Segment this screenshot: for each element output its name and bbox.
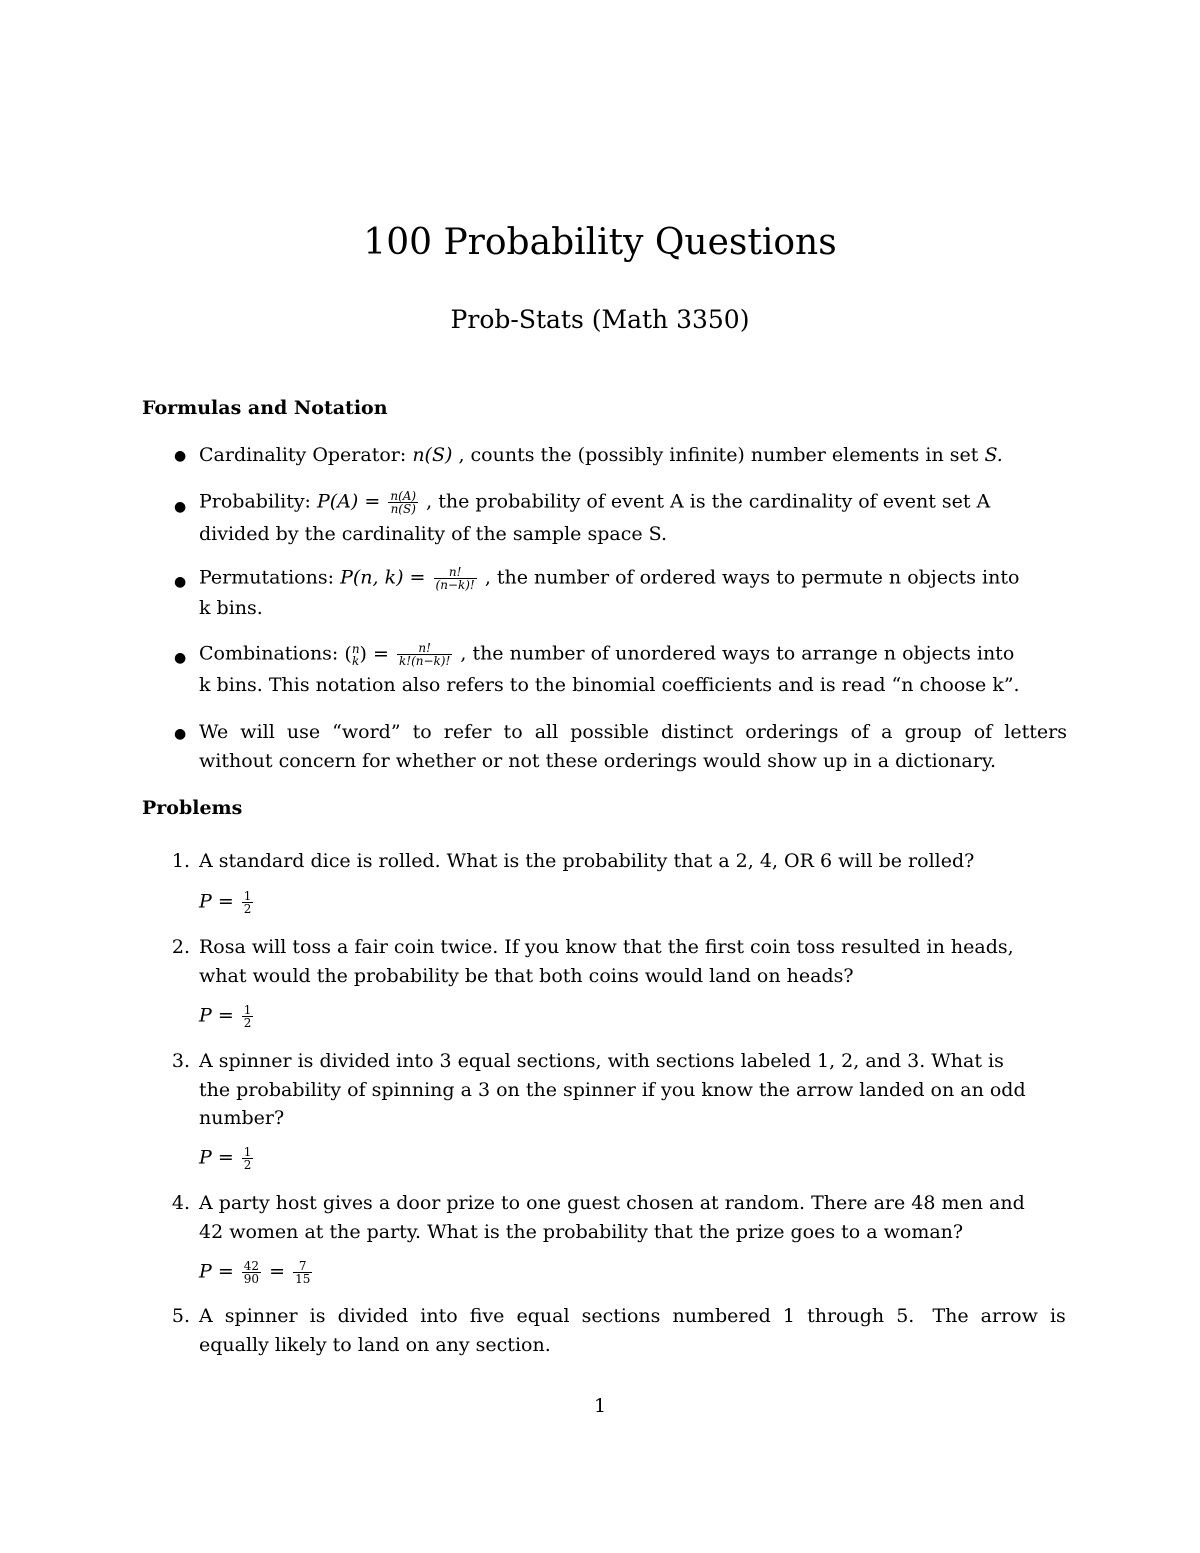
cardinality-label: Cardinality Operator: — [199, 444, 407, 466]
combinations-line — [199, 642, 1014, 667]
permutations-text: , the number of ordered ways to permute n objects into — [484, 566, 1020, 589]
answer-fraction — [242, 1260, 261, 1285]
problem-text-line: A spinner is divided into five equal sections numbered 1 through 5. The arrow is — [199, 1305, 1066, 1327]
fraction-denominator: 2 — [243, 1158, 252, 1172]
fraction-numerator: n! — [434, 566, 477, 579]
problem-text-line: the probability of spinning a 3 on the spinner if you know the arrow landed on an odd — [199, 1079, 1026, 1101]
document-title: 100 Probability Questions — [363, 222, 837, 263]
fraction-denominator: 2 — [243, 1016, 252, 1030]
problem-answer — [199, 1260, 314, 1285]
fraction-numerator: 1 — [243, 1003, 252, 1017]
cardinality-text: , counts the (possibly infinite) number elements in set — [458, 444, 979, 466]
problem-number: 4. — [171, 1192, 190, 1214]
problem-text-line: A party host gives a door prize to one guest chosen at random. There are 48 men and — [199, 1192, 1025, 1214]
fraction-denominator: 90 — [243, 1272, 260, 1286]
word-note-line-2: without concern for whether or not these orderings would show up in a dictionary. — [199, 750, 997, 772]
problems-heading: Problems — [142, 797, 243, 819]
problem-number: 5. — [171, 1305, 190, 1327]
answer-fraction — [293, 1260, 312, 1285]
fraction-numerator: n(A) — [390, 489, 417, 503]
word-note-line-1: We will use “word” to refer to all possible distinct orderings of a group of letters — [199, 721, 1067, 743]
problem-number: 3. — [171, 1050, 190, 1072]
answer-lhs: P = — [199, 1260, 234, 1283]
probability-fraction — [388, 490, 418, 515]
bullet-icon: ● — [174, 574, 187, 590]
bullet-icon: ● — [174, 448, 187, 464]
permutations-line — [199, 566, 1019, 591]
problem-text-line: what would the probability be that both coins would land on heads? — [199, 965, 854, 987]
problem-number: 2. — [171, 936, 190, 958]
answer-fraction — [242, 1146, 254, 1171]
combinations-label: Combinations: — [199, 642, 339, 665]
answer-lhs: P = — [199, 1146, 234, 1169]
problem-text-line: equally likely to land on any section. — [199, 1334, 551, 1356]
page-number: 1 — [593, 1395, 607, 1417]
problem-text-line: A standard dice is rolled. What is the probability that a 2, 4, OR 6 will be rolled? — [199, 850, 975, 872]
equals-sign: = — [263, 1260, 292, 1283]
problem-text-line: Rosa will toss a fair coin twice. If you know that the first coin toss resulted in heads, — [199, 936, 1014, 958]
problem-text-line: 42 women at the party. What is the probability that the prize goes to a woman? — [199, 1221, 964, 1243]
bullet-icon: ● — [174, 650, 187, 666]
answer-lhs: P = — [199, 1004, 234, 1027]
problem-answer — [199, 1146, 255, 1171]
cardinality-line — [199, 444, 1003, 466]
probability-label: Probability: — [199, 490, 311, 513]
probability-text: , the probability of event A is the cardinality of event set A — [426, 490, 991, 513]
answer-fraction — [242, 890, 254, 915]
fraction-numerator: n! — [397, 642, 452, 655]
cardinality-tail: S. — [984, 444, 1003, 466]
permutations-fraction — [434, 566, 477, 591]
probability-line-2: divided by the cardinality of the sample space S. — [199, 523, 667, 545]
problem-text-line: number? — [199, 1107, 285, 1129]
probability-lhs: P(A) = — [317, 490, 381, 513]
cardinality-expr: n(S) — [412, 444, 453, 466]
binomial-symbol: (n k) = — [344, 641, 389, 668]
fraction-numerator: 1 — [243, 1145, 252, 1159]
permutations-label: Permutations: — [199, 566, 335, 589]
permutations-lhs: P(n, k) = — [340, 566, 426, 589]
binomial-top: n — [351, 641, 360, 656]
fraction-numerator: 42 — [243, 1259, 260, 1273]
answer-fraction — [242, 1004, 254, 1029]
bullet-icon: ● — [174, 499, 187, 515]
combinations-fraction — [397, 642, 452, 667]
formulas-heading: Formulas and Notation — [142, 397, 388, 419]
fraction-denominator: 15 — [295, 1272, 311, 1286]
document-subtitle: Prob-Stats (Math 3350) — [450, 305, 750, 334]
problem-answer — [199, 890, 255, 915]
answer-lhs: P = — [199, 890, 234, 913]
fraction-denominator: n(S) — [390, 502, 416, 516]
fraction-numerator: 1 — [243, 889, 252, 903]
fraction-numerator: 7 — [293, 1260, 312, 1273]
problem-answer — [199, 1004, 255, 1029]
fraction-denominator: 2 — [243, 902, 252, 916]
combinations-text: , the number of unordered ways to arrange n objects into — [460, 642, 1015, 665]
binomial-bottom: k — [352, 653, 360, 668]
probability-line — [199, 490, 990, 515]
bullet-icon: ● — [174, 726, 187, 742]
problem-text-line: A spinner is divided into 3 equal sections, with sections labeled 1, 2, and 3. What is — [199, 1050, 1004, 1072]
permutations-line-2: k bins. — [199, 597, 263, 619]
combinations-line-2: k bins. This notation also refers to the binomial coefficients and is read “n choose k”. — [199, 674, 1020, 696]
fraction-denominator: k!(n−k)! — [398, 654, 451, 668]
fraction-denominator: (n−k)! — [435, 578, 475, 592]
problem-number: 1. — [171, 850, 190, 872]
